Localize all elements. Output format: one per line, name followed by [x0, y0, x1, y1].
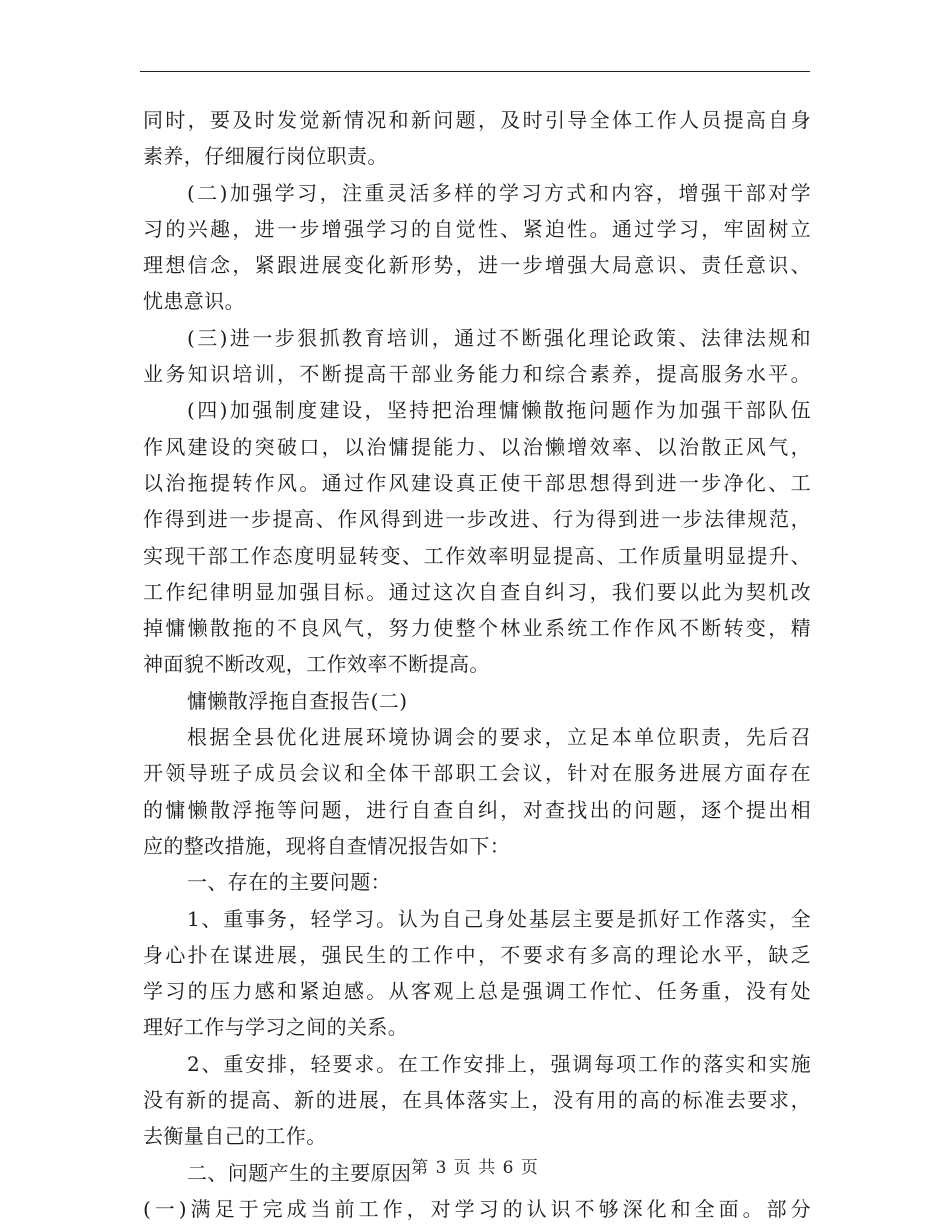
text-line: (二)加强学习，注重灵活多样的学习方式和内容，增强干部对学 — [187, 180, 811, 205]
text-line: 习的兴趣，进一步增强学习的自觉性、紧迫性。通过学习，牢固树立 — [143, 216, 811, 241]
section-heading: 一、存在的主要问题： — [187, 870, 391, 895]
text-line: (三)进一步狠抓教育培训，通过不断强化理论政策、法律法规和 — [187, 325, 811, 350]
text-line: 去衡量自己的工作。 — [143, 1124, 327, 1149]
section-heading: 二、问题产生的主要原因 — [187, 1160, 412, 1185]
text-line: 以治拖提转作风。通过作风建设真正使干部思想得到进一步净化、工 — [143, 470, 811, 495]
text-line: 根据全县优化进展环境协调会的要求，立足本单位职责，先后召 — [187, 725, 811, 750]
text-line: 神面貌不断改观，工作效率不断提高。 — [143, 652, 490, 677]
section-title: 慵懒散浮拖自查报告(二) — [187, 688, 408, 713]
text-line: 实现干部工作态度明显转变、工作效率明显提高、工作质量明显提升、 — [143, 543, 811, 568]
header-rule — [140, 71, 810, 72]
text-line: 1、重事务，轻学习。认为自己身处基层主要是抓好工作落实，全 — [187, 906, 811, 931]
text-line: 工作纪律明显加强目标。通过这次自查自纠习，我们要以此为契机改 — [143, 579, 811, 604]
text-line: 忧患意识。 — [143, 289, 245, 314]
text-line: 开领导班子成员会议和全体干部职工会议，针对在服务进展方面存在 — [143, 761, 811, 786]
text-line: 没有新的提高、新的进展，在具体落实上，没有用的高的标准去要求， — [143, 1088, 811, 1113]
text-line: (一)满足于完成当前工作，对学习的认识不够深化和全面。部分 — [143, 1196, 811, 1221]
text-line: 理想信念，紧跟进展变化新形势，进一步增强大局意识、责任意识、 — [143, 253, 811, 278]
text-line: 作风建设的突破口，以治慵提能力、以治懒增效率、以治散正风气， — [143, 434, 811, 459]
text-line: 素养，仔细履行岗位职责。 — [143, 144, 388, 169]
text-line: 同时，要及时发觉新情况和新问题，及时引导全体工作人员提高自身 — [143, 108, 811, 132]
text-line: (四)加强制度建设，坚持把治理慵懒散拖问题作为加强干部队伍 — [187, 398, 811, 423]
text-line: 2、重安排，轻要求。在工作安排上，强调每项工作的落实和实施 — [187, 1051, 811, 1076]
text-line: 的慵懒散浮拖等问题，进行自查自纠，对查找出的问题，逐个提出相 — [143, 797, 811, 822]
text-line: 掉慵懒散拖的不良风气，努力使整个林业系统工作作风不断转变，精 — [143, 616, 811, 641]
text-line: 作得到进一步提高、作风得到进一步改进、行为得到进一步法律规范， — [143, 507, 811, 532]
text-line: 理好工作与学习之间的关系。 — [143, 1015, 409, 1040]
page-number: 第 3 页 共 6 页 — [411, 1158, 539, 1178]
document-body — [143, 102, 811, 1227]
text-line: 学习的压力感和紧迫感。从客观上总是强调工作忙、任务重，没有处 — [143, 979, 811, 1004]
text-line: 业务知识培训，不断提高干部业务能力和综合素养，提高服务水平。 — [143, 362, 811, 387]
text-line: 身心扑在谋进展，强民生的工作中，不要求有多高的理论水平，缺乏 — [143, 942, 811, 967]
text-line: 应的整改措施，现将自查情况报告如下： — [143, 833, 511, 858]
